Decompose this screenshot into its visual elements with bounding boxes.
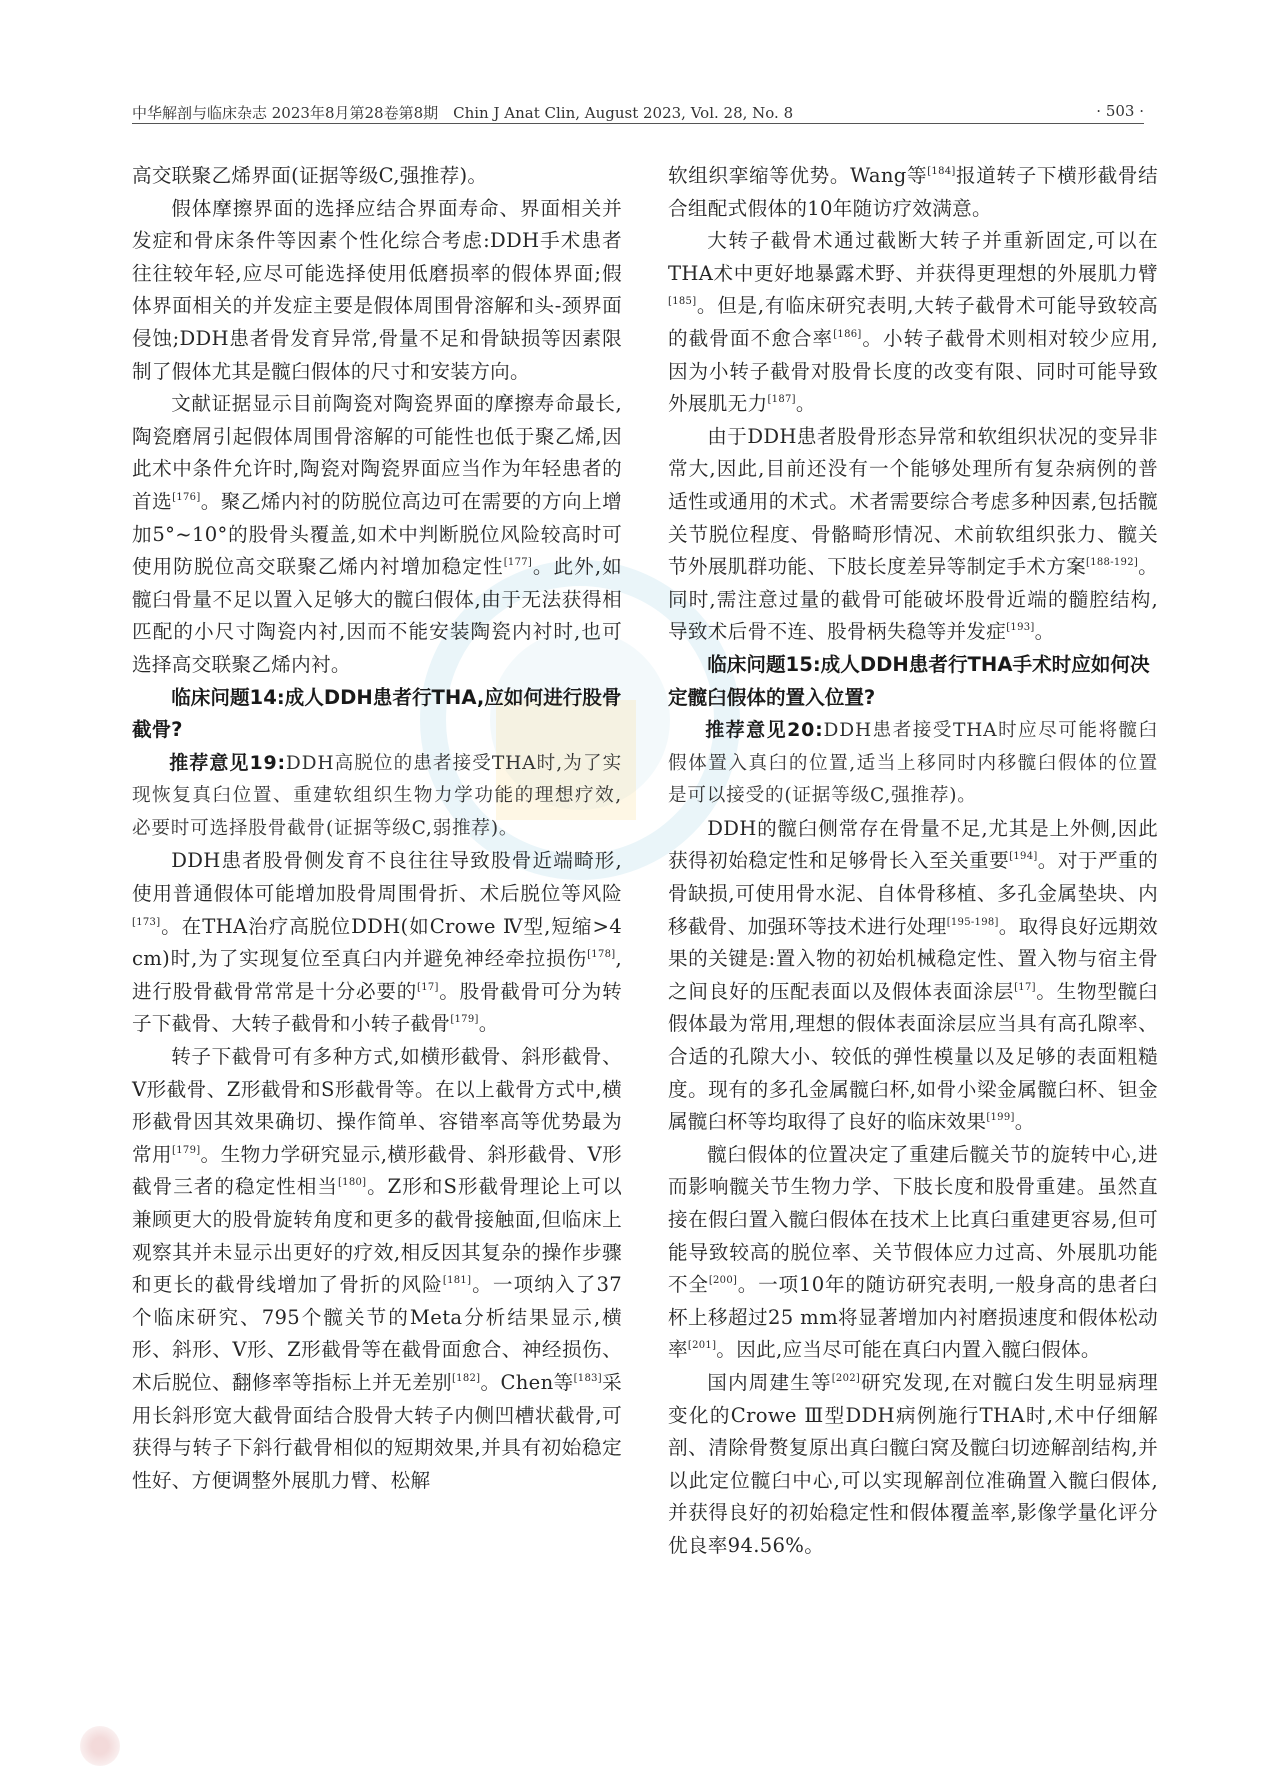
journal-citation: 中华解剖与临床杂志 2023年8月第28卷第8期 Chin J Anat Clin, August 2023, Vol. 28, No. 8 <box>132 104 794 122</box>
citation-ref: [187] <box>767 394 796 406</box>
paragraph: 高交联聚乙烯界面(证据等级C,强推荐)。 <box>132 164 488 187</box>
citation-ref: [178] <box>587 949 616 961</box>
recommendation-label: 推荐意见20: <box>705 719 824 742</box>
citation-ref: [193] <box>1006 622 1035 634</box>
paragraph: 髋臼假体的位置决定了重建后髋关节的旋转中心,进而影响髋关节生物力学、下肢长度和股骨重建。虽然直接在假臼置入髋臼假体在技术上比真臼重建更容易,但可能导致较高的脱位率、关节假体应力过高、外展肌功能不全[200]。一项10年的随访研究表明,一般身高的患者臼杯上移超过25 mm将显著增加内衬磨损速度和假体松动率[201]。因此,应当尽可能在真臼内置入髋臼假体。 <box>668 1142 1158 1362</box>
recommendation-20: 推荐意见20:DDH患者接受THA时应尽可能将髋臼假体置入真臼的位置,适当上移同时内移髋臼假体的位置是可以接受的(证据等级C,强推荐)。 <box>668 719 1158 807</box>
paragraph: DDH的髋臼侧常存在骨量不足,尤其是上外侧,因此获得初始稳定性和足够骨长入至关重要[194]。对于严重的骨缺损,可使用骨水泥、自体骨移植、多孔金属垫块、内移截骨、加强环等技术进行处理[195-198]。取得良好远期效果的关键是:置入物的初始机械稳定性、置入物与宿主骨之间良好的压配表面以及假体表面涂层[17]。生物型髋臼假体最为常用,理想的假体表面涂层应当具有高孔隙率、合适的孔隙大小、较低的弹性模量以及足够的表面粗糙度。现有的多孔金属髋臼杯,如骨小梁金属髋臼杯、钽金属髋臼杯等均取得了良好的临床效果[199]。 <box>668 816 1158 1134</box>
right-column <box>668 160 1158 1563</box>
citation-ref: [179] <box>450 1014 479 1026</box>
recommendation-label: 推荐意见19: <box>169 751 286 774</box>
citation-ref: [184] <box>927 166 956 177</box>
running-header <box>132 94 1144 124</box>
citation-ref: [185] <box>668 296 697 308</box>
citation-ref: [182] <box>451 1372 481 1384</box>
citation-ref: [199] <box>986 1112 1015 1124</box>
citation-ref: [195-198] <box>946 916 999 928</box>
citation-ref: [177] <box>503 557 533 569</box>
paragraph: 假体摩擦界面的选择应结合界面寿命、界面相关并发症和骨床条件等因素个性化综合考虑:DDH手术患者往往较年轻,应尽可能选择使用低磨损率的假体界面;假体界面相关的并发症主要是假体周围骨溶解和头-颈界面侵蚀;DDH患者骨发育异常,骨量不足和骨缺损等因素限制了假体尤其是髋臼假体的尺寸和安装方向。 <box>132 196 622 383</box>
citation-ref: [183] <box>573 1372 602 1384</box>
publisher-logo-icon <box>80 1726 120 1766</box>
page-number: · 503 · <box>1096 102 1144 120</box>
clinical-question-15: 临床问题15:成人DDH患者行THA手术时应如何决定髋臼假体的置入位置? <box>668 652 1150 709</box>
citation-ref: [17] <box>417 981 439 993</box>
left-column <box>132 160 622 1497</box>
citation-ref: [181] <box>442 1275 472 1287</box>
paragraph: 大转子截骨术通过截断大转子并重新固定,可以在THA术中更好地暴露术野、并获得更理想的外展肌力臂[185]。但是,有临床研究表明,大转子截骨术可能导致较高的截骨面不愈合率[186]。小转子截骨术则相对较少应用,因为小转子截骨对股骨长度的改变有限、同时可能导致外展肌无力[187]。 <box>668 229 1159 416</box>
citation-ref: [201] <box>687 1340 717 1352</box>
citation-ref: [176] <box>172 491 201 503</box>
header-rule <box>132 123 1144 124</box>
citation-ref: [202] <box>831 1372 861 1384</box>
paragraph: 软组织挛缩等优势。Wang等[184]报道转子下横形截骨结合组配式假体的10年随访疗效满意。 <box>668 164 1158 220</box>
clinical-question-14: 临床问题14:成人DDH患者行THA,应如何进行股骨截骨? <box>132 685 622 742</box>
citation-ref: [180] <box>337 1177 367 1189</box>
citation-ref: [186] <box>833 328 862 340</box>
paragraph: DDH患者股骨侧发育不良往往导致股骨近端畸形,使用普通假体可能增加股骨周围骨折、术后脱位等风险[173]。在THA治疗高脱位DDH(如Crowe Ⅳ型,短缩>4 cm)时,为了实现复位至真臼内并避免神经牵拉损伤[178],进行股骨截骨常常是十分必要的[17]。股骨截骨可分为转子下截骨、大转子截骨和小转子截骨[179]。 <box>132 849 622 1036</box>
citation-ref: [17] <box>1014 981 1036 993</box>
citation-ref: [188-192] <box>1086 557 1139 569</box>
citation-ref: [200] <box>708 1275 738 1287</box>
recommendation-19: 推荐意见19:DDH高脱位的患者接受THA时,为了实现恢复真臼位置、重建软组织生物力学功能的理想疗效,必要时可选择股骨截骨(证据等级C,弱推荐)。 <box>132 751 622 839</box>
citation-ref: [194] <box>1009 851 1038 863</box>
citation-ref: [173] <box>132 916 161 928</box>
paragraph: 国内周建生等[202]研究发现,在对髋臼发生明显病理变化的Crowe Ⅲ型DDH病例施行THA时,术中仔细解剖、清除骨赘复原出真臼髋臼窝及髋臼切迹解剖结构,并以此定位髋臼中心,可以实现解剖位准确置入髋臼假体,并获得良好的初始稳定性和假体覆盖率,影像学量化评分优良率94.56%。 <box>668 1370 1158 1557</box>
paragraph: 由于DDH患者股骨形态异常和软组织状况的变异非常大,因此,目前还没有一个能够处理所有复杂病例的普适性或通用的术式。术者需要综合考虑多种因素,包括髋关节脱位程度、骨骼畸形情况、术前软组织张力、髋关节外展肌群功能、下肢长度差异等制定手术方案[188-192]。同时,需注意过量的截骨可能破坏股骨近端的髓腔结构,导致术后骨不连、股骨柄失稳等并发症[193]。 <box>668 424 1158 644</box>
paragraph: 转子下截骨可有多种方式,如横形截骨、斜形截骨、V形截骨、Z形截骨和S形截骨等。在以上截骨方式中,横形截骨因其效果确切、操作简单、容错率高等优势最为常用[179]。生物力学研究显示,横形截骨、斜形截骨、V形截骨三者的稳定性相当[180]。Z形和S形截骨理论上可以兼顾更大的股骨旋转角度和更多的截骨接触面,但临床上观察其并未显示出更好的疗效,相反因其复杂的操作步骤和更长的截骨线增加了骨折的风险[181]。一项纳入了37个临床研究、795个髋关节的Meta分析结果显示,横形、斜形、V形、Z形截骨等在截骨面愈合、神经损伤、术后脱位、翻修率等指标上并无差别[182]。Chen等[183]采用长斜形宽大截骨面结合股骨大转子内侧凹槽状截骨,可获得与转子下斜行截骨相似的短期效果,并具有初始稳定性好、方便调整外展肌力臂、松解 <box>132 1045 623 1492</box>
paragraph: 文献证据显示目前陶瓷对陶瓷界面的摩擦寿命最长,陶瓷磨屑引起假体周围骨溶解的可能性也低于聚乙烯,因此术中条件允许时,陶瓷对陶瓷界面应当作为年轻患者的首选[176]。聚乙烯内衬的防脱位高边可在需要的方向上增加5°~10°的股骨头覆盖,如术中判断脱位风险较高时可使用防脱位高交联聚乙烯内衬增加稳定性[177]。此外,如髋臼骨量不足以置入足够大的髋臼假体,由于无法获得相匹配的小尺寸陶瓷内衬,因而不能安装陶瓷内衬时,也可选择高交联聚乙烯内衬。 <box>132 392 622 676</box>
citation-ref: [179] <box>172 1144 201 1156</box>
